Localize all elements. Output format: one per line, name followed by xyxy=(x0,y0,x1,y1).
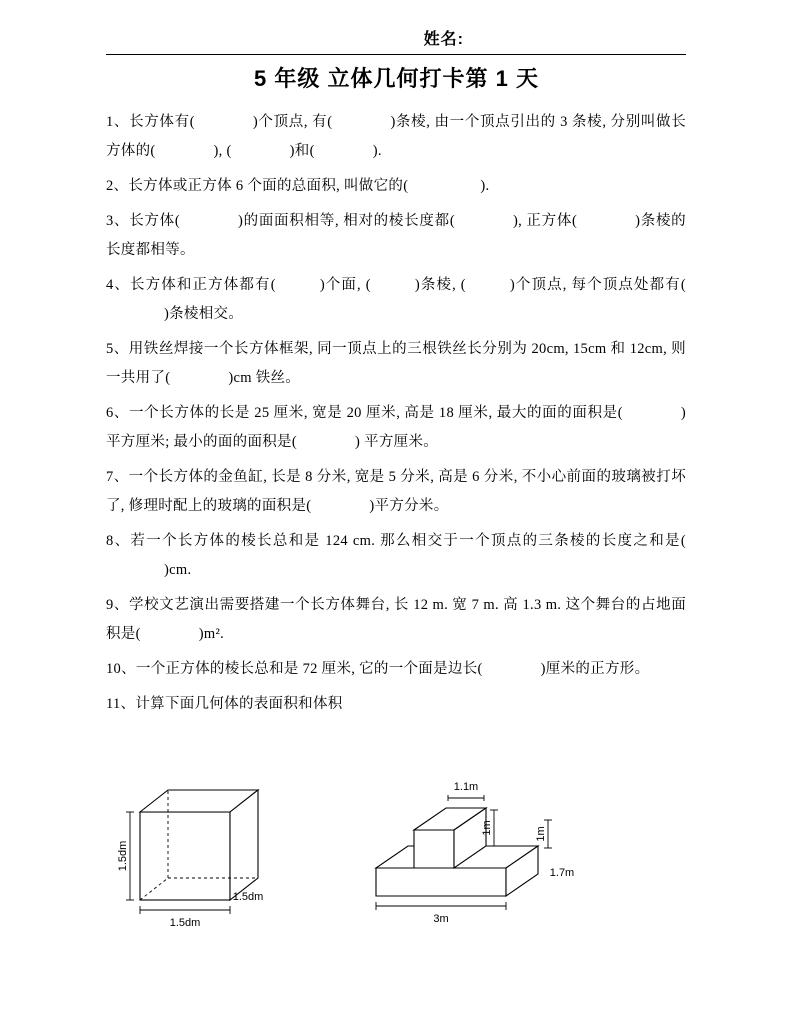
question-10 xyxy=(106,655,686,684)
question-8 xyxy=(106,527,686,585)
q10-part-0: 10、一个正方体的棱长总和是 72 厘米, 它的一个面是边长( xyxy=(106,661,483,677)
q4-part-2: )条棱, ( xyxy=(414,277,466,293)
q10-part-1: )厘米的正方形。 xyxy=(540,661,650,677)
q3-part-2: ), 正方体( xyxy=(512,213,578,229)
q1-part-0: 1、长方体有( xyxy=(106,114,195,130)
step-label-lower-right: 1.7m xyxy=(549,867,575,879)
q4-part-3: )个顶点, 每个顶点处都有( xyxy=(509,277,687,293)
q9-part-1: )m². xyxy=(198,626,225,642)
q4-part-0: 4、长方体和正方体都有( xyxy=(106,277,276,293)
cube-label-left: 1.5dm xyxy=(117,840,129,872)
question-11 xyxy=(106,690,686,719)
questions-list xyxy=(106,108,686,723)
q1-part-1: )个顶点, 有( xyxy=(252,114,333,130)
q1-part-2: )条棱, 由一个顶点引出的 3 条棱, 分别叫做长方体的( xyxy=(106,114,687,159)
q3-part-3: )条棱的长度都相等。 xyxy=(106,213,686,258)
q2-part-0: 2、长方体或正方体 6 个面的总面积, 叫做它的( xyxy=(106,178,409,194)
cube-label-bottom: 1.5dm xyxy=(169,917,201,929)
question-9 xyxy=(106,591,686,649)
step-label-mid-right: 1m xyxy=(535,826,547,842)
q8-part-1: )cm. xyxy=(164,562,192,578)
q2-part-1: ). xyxy=(480,178,490,194)
q4-part-4: )条棱相交。 xyxy=(164,306,244,322)
q5-part-0: 5、用铁丝焊接一个长方体框架, 同一顶点上的三根铁丝长分别为 20cm, 15cm 和 12cm, 则一共用了( xyxy=(106,341,686,386)
step-label-bottom: 3m xyxy=(433,913,449,925)
q6-part-2: ) 平方厘米。 xyxy=(354,434,439,450)
name-rule-line xyxy=(106,54,686,55)
figures-area xyxy=(106,768,686,938)
question-7 xyxy=(106,463,686,521)
name-row xyxy=(106,26,686,56)
step-label-top: 1.1m xyxy=(453,781,479,793)
q7-part-1: )平方分米。 xyxy=(369,498,449,514)
q6-part-0: 6、一个长方体的长是 25 厘米, 宽是 20 厘米, 高是 18 厘米, 最大的面的面积是( xyxy=(106,405,623,421)
question-6 xyxy=(106,399,686,457)
q4-part-1: )个面, ( xyxy=(319,277,371,293)
name-label: 姓名: xyxy=(423,31,464,48)
question-1 xyxy=(106,108,686,166)
question-3 xyxy=(106,207,686,265)
cube-figure xyxy=(116,780,306,940)
question-2 xyxy=(106,172,686,201)
q9-part-0: 9、学校文艺演出需要搭建一个长方体舞台, 长 12 m. 宽 7 m. 高 1.3 m. 这个舞台的占地面积是( xyxy=(106,597,686,642)
q1-part-5: ). xyxy=(372,143,382,159)
q1-part-4: )和( xyxy=(289,143,315,159)
q6-part-1: )平方厘米; 最小的面的面积是( xyxy=(106,405,686,450)
question-4 xyxy=(106,271,686,329)
q11-part-0: 11、计算下面几何体的表面积和体积 xyxy=(106,696,343,712)
step-label-upper-right: 1m xyxy=(481,820,493,836)
page-title: 5 年级 立体几何打卡第 1 天 xyxy=(254,66,539,91)
question-5 xyxy=(106,335,686,393)
q1-part-3: ), ( xyxy=(213,143,232,159)
q7-part-0: 7、一个长方体的金鱼缸, 长是 8 分米, 宽是 5 分米, 高是 6 分米, 不小心前面的玻璃被打坏了, 修理时配上的玻璃的面积是( xyxy=(106,469,686,514)
q3-part-0: 3、长方体( xyxy=(106,213,181,229)
step-solid-figure xyxy=(356,768,616,938)
q3-part-1: )的面面积相等, 相对的棱长度都( xyxy=(238,213,455,229)
q8-part-0: 8、若一个长方体的棱长总和是 124 cm. 那么相交于一个顶点的三条棱的长度之和是( xyxy=(106,533,686,549)
cube-label-right: 1.5dm xyxy=(232,891,264,903)
q5-part-1: )cm 铁丝。 xyxy=(228,370,301,386)
